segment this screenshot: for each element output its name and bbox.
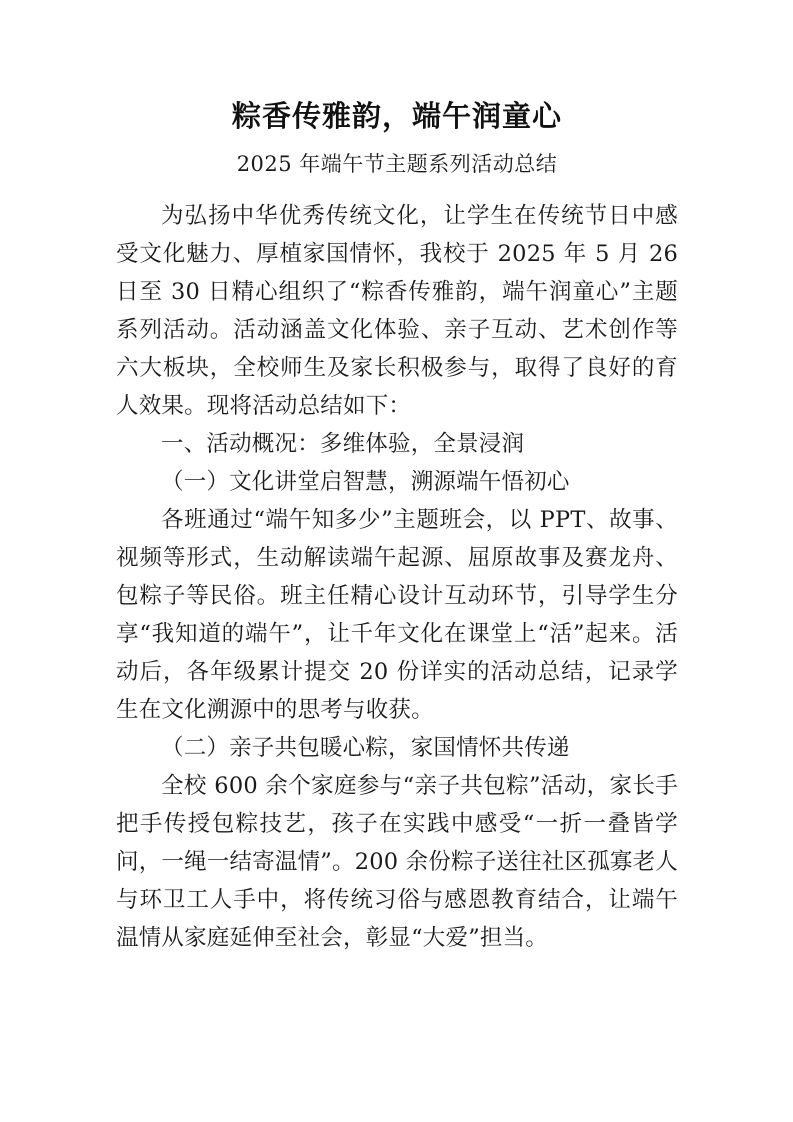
document-content-column [116,0,678,957]
paragraph-intro: 为弘扬中华优秀传统文化，让学生在传统节日中感受文化魅力、厚植家国情怀，我校于 2025 年 5 月 26 日至 30 日精心组织了“粽香传雅韵，端午润童心”主题系列活动。活动涵盖文化体验、亲子互动、艺术创作等六大板块，全校师生及家长积极参与，取得了良好的育人效果。现将活动总结如下： [116,203,678,419]
paragraph-one-b-body: 全校 600 余个家庭参与“亲子共包粽”活动，家长手把手传授包粽技艺，孩子在实践中感受“一折一叠皆学问，一绳一结寄温情”。200 余份粽子送往社区孤寡老人与环卫工人手中，将传统习俗与感恩教育结合，让端午温情从家庭延伸至社会，彰显“大爱”担当。 [116,773,679,951]
document-body [116,179,678,957]
heading-section-one: 一、活动概况：多维体验，全景浸润 [161,431,525,457]
document-subtitle: 2025 年端午节主题系列活动总结 [236,152,558,176]
subheading-one-b: （二）亲子共包暖心粽，家国情怀共传递 [161,735,570,761]
subheading-one-a: （一）文化讲堂启智慧，溯源端午悟初心 [161,469,570,495]
paragraph-one-a-body: 各班通过“端午知多少”主题班会，以 PPT、故事、视频等形式，生动解读端午起源、屈原故事及赛龙舟、包粽子等民俗。班主任精心设计互动环节，引导学生分享“我知道的端午”，让千年文化在课堂上“活”起来。活动后，各年级累计提交 20 份详实的活动总结，记录学生在文化溯源中的思考与收获。 [116,507,678,723]
document-title: 粽香传雅韵，端午润童心 [231,99,562,133]
